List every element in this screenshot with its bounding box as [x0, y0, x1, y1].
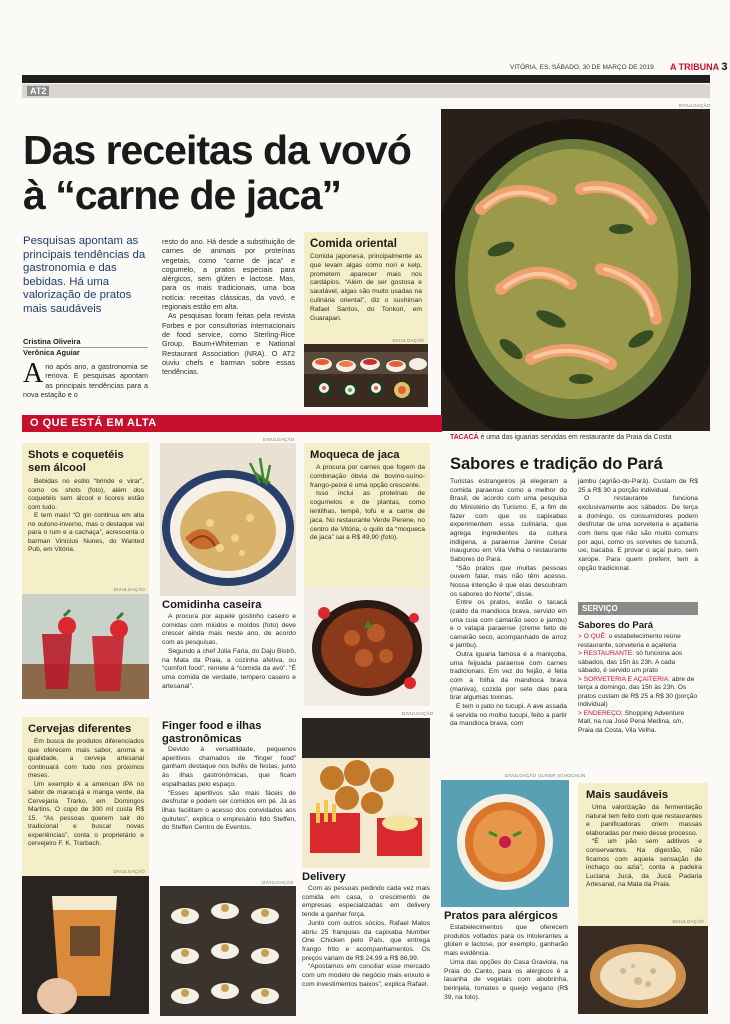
shots-p2: E tem mais! “O gin continua em alta no outono-inverno, mas o destaque vai para o rum e a cachaça”, acrescenta o barman Vinícius Nunes, do Wanted Pub, em Vitória.: [28, 512, 144, 553]
oriental-box: [304, 232, 428, 407]
delivery-credit: DIVULGAÇÃO: [402, 711, 434, 716]
servico-value: abre de terça a domingo, das 15h às 23h. Os pratos custam de R$ 25 a R$ 30 (porção individual): [578, 675, 698, 708]
caseira-p1: A procura por aquele gostinho caseiro e comidas com miúdos e moídos (foto) deve crescer ainda mais neste ano, de acordo com as pesquisas.: [162, 613, 296, 647]
alergicos-p2: Uma das opções do Casa Graviola, na Praia do Canto, para os alérgicos é a lasanha de vegetais com abobrinha, berinjela, tomates e queijo vegano (R$ 39, na foto).: [444, 958, 568, 1001]
saudaveis-p2: “É um pão sem aditivos e conservantes. Na digestão, não ficamos com aquela sensação de inchaço ou azia”, conta a padeira Luciana Jucá, da Jucá Padaria Artesanal, na Mata da Praia.: [586, 838, 702, 889]
sabores-c1-p2: “São pratos que muitas pessoas ouvem falar, mas não têm acesso. Nossa intenção é que elas descubram os sabores do Norte”, disse.: [450, 564, 567, 598]
caseira-photo: [160, 443, 296, 596]
servico-value: só funciona aos sábados, das 15h às 23h. A cada sábado, é servido um prato: [578, 650, 683, 674]
sabores-title: Sabores e tradição do Pará: [450, 455, 663, 473]
servico-key: SORVETERIA E AÇAITERIA:: [583, 675, 671, 683]
finger-p2: “Esses aperitivos são mais fáceis de desfrutar e podem ser comidos em pé. Já as ilhas facilitam o acesso dos convidados aos quitutes”, explica o empresário Ildo Steffen, do Steffen Centro de Eventos.: [162, 789, 296, 832]
headline-line-1: Das receitas da vovó: [23, 127, 411, 173]
servico-value: Shopping Adventure Mall, na rua José Pena Medina, s/n, Praia da Costa, Vila Velha.: [578, 709, 685, 734]
alergicos-photo: [441, 780, 569, 907]
tacaca-caption-text: é uma das iguarias servidas em restaurante da Praia da Costa: [480, 434, 672, 441]
saudaveis-p1: Uma valorização da fermentação natural tem feito com que restaurantes e panificadoras criem massas elaboradas por meio desse processo.: [586, 804, 702, 837]
sabores-c1-p3: Entre os pratos, estão o tacacá (caldo da mandioca brava, servido em uma cuia com camarão seco e jambu) e o vatapá paraense (creme feito de camarão seco, acompanhado de arroz e jambu).: [450, 599, 567, 650]
intro-col2-p1: resto do ano. Há desde a substituição de carnes de animais por proteínas vegetais, como “carne de jaca” e cogumelo, a pratos especiais para alérgicos, sem glúten e lactose. Mas, para os mais tradicionais, uma boa notícia: receitas clássicas, da vovó, e regionais estão em alta.: [162, 237, 295, 312]
saudaveis-photo: [578, 926, 708, 1014]
delivery-text: [302, 885, 430, 989]
cervejas-photo: [22, 876, 149, 1014]
sabores-c1-p5: E tem o pato no tucupi. A ave assada é servida no molho tucupi, feito a partir da mandioca brava, com: [450, 703, 567, 728]
cervejas-p2: Um exemplo é a american IPA no sabor de maracujá e manga verde, da Cervejaria Trarko, em Domingos Martins. O copo de 300 ml custa R$ 15. “As pessoas querem sair do tradicional e buscar novas experiências”, conta o proprietário e cervejeiro F. K. Trarbach.: [28, 780, 144, 847]
delivery-p1: Com as pessoas pedindo cada vez mais comida em casa, o crescimento de empresas especializadas em delivery tende a ganhar força.: [302, 885, 430, 919]
sabores-c1-p4: Outra iguaria famosa é a maniçoba, uma feijoada paraense com carnes tradicionais. Em vez do feijão, é feita com a folha da mandioca brava (maniva), cozida por sete dias para tirar algumas toxinas.: [450, 651, 567, 702]
shots-text: [28, 478, 144, 555]
servico-name: Sabores do Pará: [578, 620, 653, 631]
tacaca-caption-bold: TACACÁ: [450, 434, 479, 441]
moqueca-p2: Isso inclui as proteínas de cogumelos e de plantas, como lentilhas, tempê, tofu e a carne de jaca. No restaurante Verde Perene, no centro de Vitória, o quilo da “moqueca de jaca” sai a R$ 49,90 (foto).: [310, 490, 425, 542]
trending-title: O QUE ESTÁ EM ALTA: [30, 417, 157, 429]
moqueca-box: [304, 443, 430, 706]
page-number: 3: [721, 61, 728, 73]
section-tag: AT2: [27, 86, 49, 96]
brand-logo: [670, 61, 727, 73]
caseira-p2: Segundo a chef Júlia Faria, do Daju Bistrô, na Mata da Praia, a cozinha afetiva, ou “comfort food”, remete à “comida da avó”. “É uma comida de verdade, tempero caseiro e artesanal”.: [162, 647, 296, 690]
shots-title: Shots e coquetéis sem álcool: [28, 449, 124, 474]
caseira-title: Comidinha caseira: [162, 599, 262, 611]
servico-list: [578, 633, 698, 735]
servico-label: SERVIÇO: [578, 602, 698, 615]
shots-p1: Bebidas no estilo “brinde e virar”, como os shots (foto), além dos coquetéis sem álcool e licores estão com tudo.: [28, 478, 144, 511]
byline: [23, 337, 148, 358]
shots-box: [22, 443, 149, 699]
alergicos-p1: Estabelecimentos que oferecem produtos voltados para os intolerantes a glúten e lactose, por exemplo, ganharão mais evidência.: [444, 924, 568, 958]
header-dateline: VITÓRIA, ES, SÁBADO, 30 DE MARÇO DE 2019: [510, 64, 654, 71]
cervejas-title: Cervejas diferentes: [28, 723, 132, 735]
headline-line-2: à “carne de jaca”: [23, 172, 342, 218]
section-tag-bar: [22, 84, 710, 98]
servico-key: RESTAURANTE:: [583, 650, 635, 657]
oriental-title: Comida oriental: [310, 238, 397, 250]
cervejas-credit: DIVULGAÇÃO: [113, 869, 145, 874]
author-2: Verônica Aguiar: [23, 347, 148, 358]
sabores-c1-p1: Turistas estrangeiros já elegeram a comida paraense como a melhor do Brasil, de acordo com uma pesquisa do Ministério do Turismo. E, a fim de fazer com que os capixabas experimentem essa culinária, que agrega ingredientes da cultura indígena, a paraense Janine Cesar inaugurou em Vila Velha o restaurante Sabores do Pará.: [450, 478, 567, 563]
oriental-photo: [304, 344, 428, 407]
finger-photo: [160, 886, 296, 1016]
servico-item: > O QUÊ: o estabelecimento reúne restaurante, sorveteria e açaiteria: [578, 633, 681, 649]
finger-title: Finger food e ilhas gastronômicas: [162, 720, 262, 745]
sabores-col1: [450, 478, 567, 729]
servico-item: > RESTAURANTE: só funciona aos sábados, das 15h às 23h. A cada sábado, é servido um prato: [578, 650, 683, 674]
lead-paragraph: [23, 358, 148, 399]
finger-text: [162, 746, 296, 833]
delivery-p2: Junto com outros sócios, Rafael Matos abriu 25 franquias da capixaba Number One Chicken pelo País, que entrega frango frito e acompanhamentos. Os preços variam de R$ 24,99 a R$ 86,99.: [302, 919, 430, 962]
deck: Pesquisas apontam as principais tendências da gastronomia e das bebidas. Há uma valorização de pratos mais saudáveis: [23, 235, 146, 315]
saudaveis-title: Mais saudáveis: [586, 789, 669, 801]
alergicos-title: Pratos para alérgicos: [444, 910, 558, 922]
servico-key: O QUÊ:: [583, 633, 607, 640]
lead-text: no após ano, a gastronomia se renova. E pesquisas apontam as principais tendências para a nova estação e o: [23, 362, 148, 399]
cervejas-text: [28, 738, 144, 849]
servico-item: > ENDEREÇO: Shopping Adventure Mall, na rua José Pena Medina, s/n, Praia da Costa, Vila Velha.: [578, 709, 685, 734]
shots-credit: DIVULGAÇÃO: [113, 587, 145, 592]
tacaca-caption: [450, 434, 672, 441]
tacaca-credit: DIVULGAÇÃO: [679, 103, 711, 108]
cervejas-box: [22, 717, 149, 1014]
servico-item: > SORVETERIA E AÇAITERIA: abre de terça a domingo, das 15h às 23h. Os pratos custam de R$ 25 a R$ 30 (porção individual): [578, 675, 698, 708]
alergicos-credit: DIVULGAÇÃO OLIVER SCHOCHLIN: [505, 773, 586, 778]
finger-p1: Devido à versatilidade, pequenos aperitivos chamados de “finger food” ganham destaque nos bufês de festas, junto às ilhas gastronômicas, que ficam espalhadas pelo espaço.: [162, 746, 296, 788]
delivery-title: Delivery: [302, 871, 346, 883]
caseira-text: [162, 613, 296, 691]
sabores-col2: [578, 478, 698, 573]
servico-value: o estabelecimento reúne restaurante, sorveteria e açaiteria: [578, 633, 681, 649]
header-rule: [22, 75, 710, 83]
dropcap: A: [23, 358, 44, 389]
moqueca-p1: A procura por carnes que fogem da combinação óbvia de bovino-suíno-frango-peixe é uma opção crescente.: [310, 464, 425, 489]
servico-key: ENDEREÇO:: [583, 709, 623, 717]
oriental-text: Comida japonesa, principalmente as que levam algas como nori e kelp, prometem aparecer mais nos cardápios. “Além de ser gostosa e saudável, algas são muito usadas na culinária oriental”, diz o sushiman Rafael Santos, do Tonkori, em Guarapari.: [310, 253, 422, 322]
author-1: Cristina Oliveira: [23, 337, 81, 346]
saudaveis-box: [578, 783, 708, 1014]
brand-name: A TRIBUNA: [670, 62, 719, 72]
intro-col2: [162, 237, 295, 376]
moqueca-text: [310, 464, 425, 543]
moqueca-photo: [304, 588, 430, 706]
caseira-credit: DIVULGAÇÃO: [263, 437, 295, 442]
sabores-c2-p1: jambu (agrião-do-Pará). Custam de R$ 25 a R$ 30 a porção individual.: [578, 478, 698, 494]
tacaca-photo: [441, 109, 710, 431]
headline: [23, 128, 443, 218]
finger-credit: DIVULGAÇÃO: [262, 880, 294, 885]
moqueca-title: Moqueca de jaca: [310, 449, 400, 461]
intro-col2-p2: As pesquisas foram feitas pela revista Forbes e por consultorias internacionais de food service, como Sterling-Rice Group, Baum+Whiteman e National Restaurant Association (NRA). O AT2 ouviu chefs e barman sobre essas tendências.: [162, 311, 295, 377]
sabores-c2-p2: O restaurante funciona exclusivamente aos sábados. De terça a domingo, os consumidores podem desfrutar de uma sorveteria e açaiteria com itens que não são muito comuns por aqui, como os sorvetes de tucumã, uxi, bacaba. E provar o açaí puro, sem xarope. Para quem preferir, tem a opção tradicional.: [578, 495, 698, 572]
saudaveis-credit: DIVULGAÇÃO: [672, 919, 704, 924]
delivery-p3: “Apostamos em conciliar esse mercado com um modelo de negócio mais enxuto e com investimentos baixos”, explica Rafael.: [302, 963, 430, 988]
delivery-photo: [302, 718, 430, 868]
cervejas-p1: Em busca de produtos diferenciados que oferecem mais sabor, aroma e qualidade, a cerveja artesanal continuará com tudo nos próximos meses.: [28, 738, 144, 779]
oriental-credit: DIVULGAÇÃO: [392, 338, 424, 343]
shots-photo: [22, 594, 149, 699]
alergicos-text: [444, 924, 568, 1002]
saudaveis-text: [586, 804, 702, 890]
